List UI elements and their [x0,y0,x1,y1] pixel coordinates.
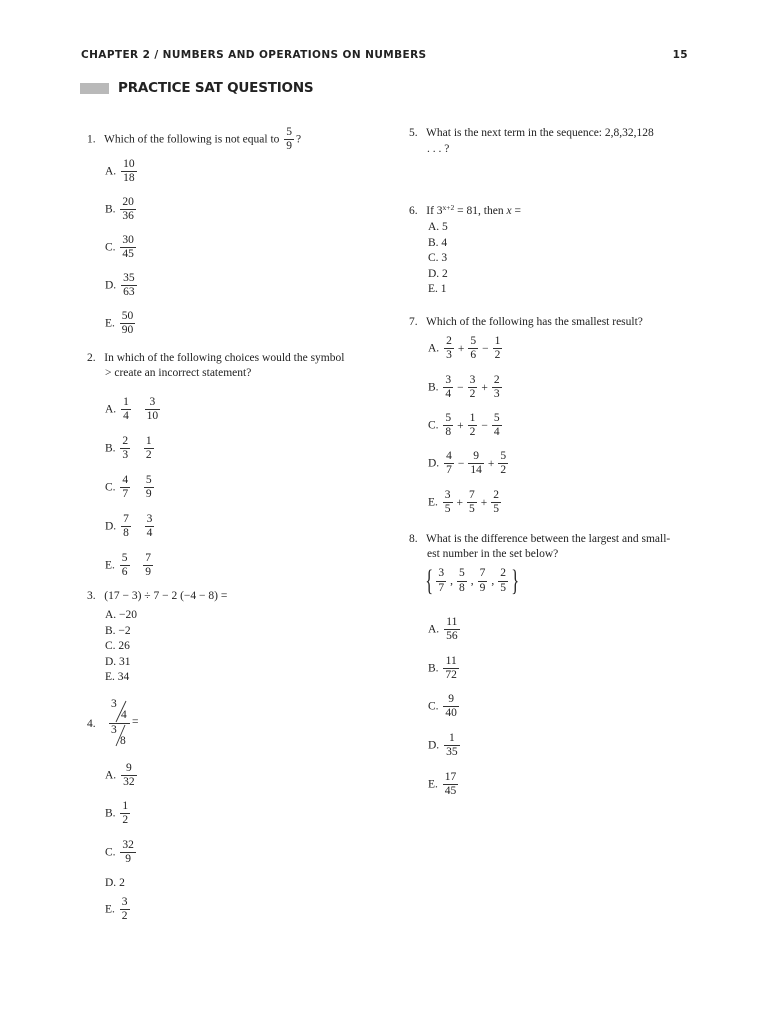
numerator: 3 [445,374,452,386]
question-number: 7. [409,316,418,328]
fraction [493,335,503,362]
question-number: 5. [409,127,418,139]
q2-choice [105,474,156,501]
numerator: 1 [123,396,129,408]
choice-letter: B. [105,203,116,216]
fraction [436,567,446,594]
q4-choice [105,800,132,827]
denominator: 10 [146,410,159,423]
denominator: 2 [145,449,152,462]
question-text-cont: est number in the set below? [427,548,559,560]
choice-letter: C. [105,241,116,254]
denominator: 8 [459,581,465,594]
fraction [468,450,484,477]
fraction [491,489,501,516]
numerator: 4 [122,474,129,486]
denominator: 4 [493,426,500,439]
denominator: 2 [494,349,501,362]
denominator: 2 [121,910,128,923]
q8-choice [428,732,462,759]
denominator: 8 [123,527,129,540]
number-set [424,566,520,596]
numerator: 3 [146,513,153,525]
denominator: 36 [122,210,134,223]
operator: − [457,381,464,394]
choice-letter: D. [105,279,117,292]
numerator: 1 [122,800,129,812]
fraction [443,374,453,401]
question-8 [409,532,670,562]
numerator: 11 [445,655,457,667]
numerator: 11 [446,616,458,628]
comma: , [450,575,454,587]
fraction [145,513,155,540]
q2-choice [105,435,156,462]
numerator: 3 [121,896,128,908]
q7-choice [428,335,504,362]
fraction [120,435,130,462]
choice-letter: B. [105,442,116,455]
q3-choice: D. 31 [105,655,131,668]
q4-choice [105,896,132,923]
question-1: 1. Which of the following is not equal to $\frac{5}{9}$ ? [87,126,302,153]
fraction [443,412,453,439]
numerator: 1 [448,732,455,744]
fraction [121,762,137,789]
denominator: 5 [444,503,451,516]
denominator: 4 [445,388,452,401]
gap [135,521,141,533]
choice-letter: B. [105,807,116,820]
fraction [478,567,488,594]
comma: , [470,575,474,587]
numerator: 7 [123,513,129,525]
denominator: 63 [123,286,135,299]
q2-choice [105,396,162,423]
chapter-title: CHAPTER 2 / NUMBERS AND OPERATIONS ON NUMBERS [81,49,427,61]
question-text: Which of the following has the smallest result? [426,316,643,328]
operator: − [481,419,488,432]
question-text: What is the next term in the sequence: 2,8,32,128 [426,127,654,139]
denominator: 9 [120,852,136,866]
denominator: 32 [123,776,135,789]
denominator: 72 [445,669,457,682]
numerator: 5 [493,412,500,424]
numerator: 20 [122,196,134,208]
numerator: 30 [122,234,134,246]
numerator: 2 [493,489,500,501]
denominator: 5 [500,581,507,594]
numerator: 3 [469,374,476,386]
numerator: 1 [145,435,152,447]
choice-letter: A. [105,403,117,416]
fraction [144,435,154,462]
choice-letter: E. [428,496,438,509]
operator: + [457,342,465,355]
fraction [145,396,161,423]
fraction [468,412,478,439]
fraction [457,567,467,594]
denominator: 3 [493,388,500,401]
numerator: 5 [500,450,507,462]
choice-letter: E. [105,317,115,330]
fraction [492,374,502,401]
operator: − [457,457,465,470]
numerator: 4 [446,450,452,462]
q1-choice [105,234,138,261]
fraction [144,474,154,501]
choice-letter: A. [428,342,440,355]
numerator: 5 [470,335,477,347]
choice-letter: C. [105,481,116,494]
question-3 [87,590,227,602]
fraction [492,412,502,439]
denominator: 2 [122,814,129,827]
denominator: 5 [493,503,500,516]
denominator: 8 [445,426,452,439]
running-header [81,49,688,63]
choice-letter: D. [105,520,117,533]
choice-letter: B. [428,662,439,675]
fraction [443,693,459,720]
fraction [444,450,454,477]
question-text-cont: > create an incorrect statement? [105,367,252,379]
section-bar [80,83,109,94]
numerator: 9 [448,693,455,705]
q6-choice: E. 1 [428,283,447,295]
q8-choice [428,616,462,643]
numerator: 17 [444,771,457,783]
denominator: 9 [479,581,486,594]
numerator: 2 [493,374,500,386]
fraction [444,732,460,759]
q3-choice: B. −2 [105,624,131,637]
operator: − [482,342,489,355]
denominator: 6 [470,349,477,362]
question-number: 1. [87,133,96,146]
operator: + [481,381,488,394]
gap [134,560,140,572]
q8-choice [428,771,460,798]
choice-letter: C. [428,700,439,713]
denominator: 45 [122,248,134,261]
denominator: 6 [121,566,128,579]
question-4-number: 4. [87,718,96,730]
numerator: 3 [149,396,156,408]
q8-choice [428,655,461,682]
numerator: 3 [438,567,445,580]
numerator: 50 [121,310,134,322]
fraction [468,335,478,362]
choice-letter: A. [428,623,440,636]
fraction: $\frac{5}{9}$ [286,126,293,153]
operator: + [457,419,464,432]
fraction [120,474,130,501]
page-number: 15 [672,49,688,61]
q7-choice [428,374,504,401]
denominator: 40 [445,707,457,720]
choice-letter: A. [105,165,117,178]
operator: + [487,457,495,470]
gap [134,443,140,455]
choice-letter: E. [428,778,438,791]
choice-letter: A. [105,769,117,782]
fraction [498,450,508,477]
denominator: 45 [444,785,457,798]
denominator: 18 [123,172,135,185]
fraction [120,234,136,261]
q3-choice: A. −20 [105,609,138,621]
denominator: 5 [469,503,475,516]
numerator: 2 [122,435,129,447]
numerator: 10 [123,158,135,170]
denominator: 3 [446,349,452,362]
numerator: 9 [125,762,132,774]
fraction [467,489,477,516]
q1-choice [105,272,139,299]
left-brace: { [425,564,434,597]
question-number: 2. [87,352,96,364]
fraction [120,196,136,223]
q1-choice [105,310,137,337]
denominator: 2 [469,388,476,401]
choice-letter: B. [428,381,439,394]
complex-fraction: 3 4 3 8 = [106,698,146,750]
question-text: In which of the following choices would the symbol [104,352,345,364]
question-text: Which of the following is not equal to [104,133,280,146]
q4-choice [105,839,138,866]
comma: , [491,575,495,587]
numerator: 5 [445,412,452,424]
denominator: 56 [446,630,458,643]
fraction [121,158,137,185]
denominator: 7 [446,464,452,477]
denominator: 4 [146,527,153,540]
numerator: 1 [469,412,476,424]
operator: + [480,496,488,509]
fraction [468,374,478,401]
fraction [444,335,454,362]
numerator: 3 [444,489,451,501]
q7-choice [428,412,504,439]
denominator: 9 [145,566,152,579]
question-6: 6. If $3^{x+2} = 81$, then x = [409,203,521,217]
right-brace: } [511,564,520,597]
fraction [443,771,459,798]
fraction [498,567,508,594]
numerator: 7 [479,567,486,580]
denominator: 2 [500,464,507,477]
q3-choice: E. 34 [105,671,130,683]
fraction [120,896,130,923]
fraction [120,800,130,827]
q8-choice [428,693,461,720]
numerator: 9 [473,450,479,462]
q2-choice [105,513,156,540]
numerator: 32 [122,839,134,851]
fraction [120,552,130,579]
numerator: 2 [446,335,452,347]
q1-choice [105,158,139,185]
denominator: 2 [469,426,476,439]
section-title: PRACTICE SAT QUESTIONS [118,80,314,96]
fraction [121,513,131,540]
question-text: (17 − 3) ÷ 7 − 2 (−4 − 8) = [104,590,228,602]
fraction [443,655,459,682]
denominator: 3 [122,449,129,462]
question-number: 6. [409,205,418,217]
choice-letter: E. [105,903,115,916]
choice-letter: D. [105,877,117,889]
choice-value: 2 [119,877,125,889]
question-number: 8. [409,533,418,545]
choice-letter: D. [428,739,440,752]
numerator: 2 [500,567,507,580]
numerator: 5 [121,552,128,564]
fraction [120,310,136,337]
numerator: 5 [459,567,465,580]
fraction [143,552,153,579]
denominator: 14 [470,464,482,477]
fraction [121,396,131,423]
fraction [121,272,137,299]
denominator: 35 [446,746,458,759]
q6-choice: A. 5 [428,221,448,233]
numerator: 35 [123,272,135,284]
fraction [120,839,136,866]
fraction [444,616,460,643]
numerator: 7 [145,552,152,564]
q2-choice [105,552,155,579]
q4-choice [105,762,139,789]
q4-choice [105,877,125,889]
q6-choice: D. 2 [428,267,448,280]
question-2 [87,351,344,381]
choice-letter: C. [105,846,116,859]
q7-choice [428,489,503,516]
question-text: What is the difference between the largest and small- [426,533,671,545]
q1-choice [105,196,138,223]
numerator: 7 [469,489,475,501]
fraction [443,489,453,516]
gap [135,404,141,416]
numerator: 1 [494,335,501,347]
question-text-cont: . . . ? [427,143,450,155]
denominator: 7 [438,581,445,594]
q7-choice [428,450,510,477]
numerator: 5 [145,474,152,486]
denominator: 4 [123,410,129,423]
q3-choice: C. 26 [105,640,130,652]
question-number: 3. [87,590,96,602]
operator: + [456,496,464,509]
denominator: 7 [122,488,129,501]
choice-letter: E. [105,559,115,572]
q6-choice: C. 3 [428,252,448,264]
question-5 [409,125,654,157]
denominator: 90 [121,324,134,337]
gap [134,482,140,494]
denominator: 9 [145,488,152,501]
question-7 [409,316,643,328]
choice-letter: C. [428,419,439,432]
choice-letter: D. [428,457,440,470]
q6-choice: B. 4 [428,236,448,249]
